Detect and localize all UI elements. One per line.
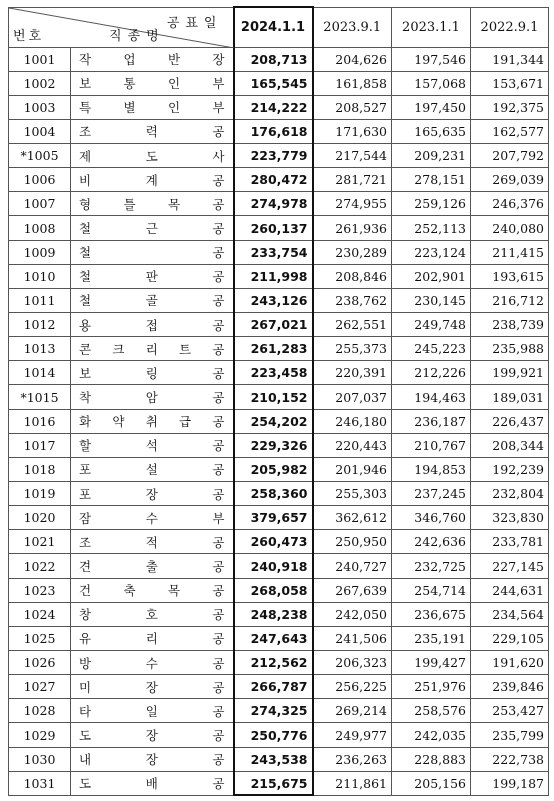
- wage-value-cell: 161,858: [313, 71, 392, 95]
- wage-value-cell: 229,105: [471, 626, 549, 650]
- wage-value-cell: 254,202: [234, 409, 313, 433]
- wage-value-cell: 193,615: [471, 264, 549, 288]
- job-name-cell: [71, 240, 234, 264]
- wage-value-cell: 250,950: [313, 530, 392, 554]
- wage-value-cell: 191,344: [471, 47, 549, 71]
- job-code-cell: 1003: [9, 95, 71, 119]
- table-row: [9, 482, 549, 506]
- wage-value-cell: 235,799: [471, 723, 549, 747]
- wage-value-cell: 260,473: [234, 530, 313, 554]
- job-name-cell: [71, 288, 234, 312]
- wage-value-cell: 216,712: [471, 288, 549, 312]
- job-name-text: 도 배 공: [79, 776, 225, 792]
- wage-value-cell: 379,657: [234, 506, 313, 530]
- wage-value-cell: 235,191: [392, 626, 471, 650]
- job-name-text: 화 약 취 급 공: [79, 414, 225, 430]
- wage-value-cell: 199,921: [471, 361, 549, 385]
- wage-value-cell: 238,762: [313, 288, 392, 312]
- table-row: [9, 264, 549, 288]
- wage-value-cell: 201,946: [313, 457, 392, 481]
- job-code-cell: 1018: [9, 457, 71, 481]
- job-code-cell: 1022: [9, 554, 71, 578]
- announce-date-label: 공표일: [166, 15, 223, 31]
- job-name-cell: [71, 530, 234, 554]
- wage-value-cell: 236,187: [392, 409, 471, 433]
- table-row: [9, 192, 549, 216]
- job-name-text: 포 설 공: [79, 462, 225, 478]
- wage-value-cell: 208,344: [471, 433, 549, 457]
- table-row: [9, 506, 549, 530]
- wage-value-cell: 268,058: [234, 578, 313, 602]
- job-name-cell: [71, 216, 234, 240]
- wage-value-cell: 267,021: [234, 313, 313, 337]
- wage-value-cell: 229,326: [234, 433, 313, 457]
- wage-value-cell: 267,639: [313, 578, 392, 602]
- job-code-cell: 1025: [9, 626, 71, 650]
- job-name-cell: [71, 95, 234, 119]
- wage-value-cell: 362,612: [313, 506, 392, 530]
- wage-value-cell: 210,152: [234, 385, 313, 409]
- table-row: [9, 626, 549, 650]
- job-name-cell: [71, 192, 234, 216]
- wage-value-cell: 346,760: [392, 506, 471, 530]
- wage-value-cell: 246,180: [313, 409, 392, 433]
- wage-value-cell: 258,576: [392, 699, 471, 723]
- job-name-cell: [71, 578, 234, 602]
- wage-value-cell: 260,137: [234, 216, 313, 240]
- wage-value-cell: 246,376: [471, 192, 549, 216]
- wage-value-cell: 171,630: [313, 119, 392, 143]
- job-name-cell: [71, 626, 234, 650]
- job-code-cell: 1024: [9, 602, 71, 626]
- wage-value-cell: 220,443: [313, 433, 392, 457]
- wage-value-cell: 250,776: [234, 723, 313, 747]
- job-code-cell: 1001: [9, 47, 71, 71]
- wage-value-cell: 278,151: [392, 168, 471, 192]
- wage-value-cell: 274,955: [313, 192, 392, 216]
- job-code-cell: 1014: [9, 361, 71, 385]
- wage-value-cell: 233,754: [234, 240, 313, 264]
- job-name-cell: [71, 337, 234, 361]
- job-code-cell: 1026: [9, 651, 71, 675]
- table-row: [9, 240, 549, 264]
- wage-value-cell: 240,080: [471, 216, 549, 240]
- job-name-text: 콘 크 리 트 공: [79, 341, 225, 357]
- table-row: [9, 288, 549, 312]
- job-name-cell: [71, 385, 234, 409]
- wage-value-cell: 202,901: [392, 264, 471, 288]
- job-name-cell: [71, 723, 234, 747]
- job-code-cell: 1012: [9, 313, 71, 337]
- job-code-cell: *1005: [9, 144, 71, 168]
- job-code-cell: 1002: [9, 71, 71, 95]
- wage-value-cell: 199,187: [471, 771, 549, 795]
- job-name-text: 건 축 목 공: [79, 583, 225, 599]
- wage-value-cell: 211,998: [234, 264, 313, 288]
- job-name-cell: [71, 771, 234, 795]
- wage-value-cell: 220,391: [313, 361, 392, 385]
- wage-value-cell: 254,714: [392, 578, 471, 602]
- wage-value-cell: 259,126: [392, 192, 471, 216]
- wage-value-cell: 204,626: [313, 47, 392, 71]
- wage-table-container: [8, 6, 548, 796]
- wage-value-cell: 242,636: [392, 530, 471, 554]
- job-name-cell: [71, 361, 234, 385]
- table-row: [9, 723, 549, 747]
- job-name-text: 포 장 공: [79, 486, 225, 502]
- table-body: [9, 47, 549, 795]
- wage-value-cell: 191,620: [471, 651, 549, 675]
- job-name-cell: [71, 457, 234, 481]
- wage-value-cell: 165,635: [392, 119, 471, 143]
- wage-value-cell: 165,545: [234, 71, 313, 95]
- job-type-label: 직종명: [109, 28, 165, 44]
- job-name-cell: [71, 699, 234, 723]
- job-name-text: 비 계 공: [79, 172, 225, 188]
- wage-value-cell: 249,977: [313, 723, 392, 747]
- wage-value-cell: 274,978: [234, 192, 313, 216]
- table-row: [9, 313, 549, 337]
- job-name-text: 잠 수 부: [79, 510, 225, 526]
- job-name-text: 작 업 반 장: [79, 52, 225, 68]
- header-row: [9, 7, 549, 47]
- wage-value-cell: 211,415: [471, 240, 549, 264]
- job-code-cell: 1031: [9, 771, 71, 795]
- wage-value-cell: 233,781: [471, 530, 549, 554]
- job-code-cell: 1010: [9, 264, 71, 288]
- job-name-cell: [71, 675, 234, 699]
- job-name-text: 조 력 공: [79, 124, 225, 140]
- wage-value-cell: 280,472: [234, 168, 313, 192]
- job-name-text: 철 골 공: [79, 293, 225, 309]
- wage-value-cell: 234,564: [471, 602, 549, 626]
- wage-value-cell: 189,031: [471, 385, 549, 409]
- wage-value-cell: 206,323: [313, 651, 392, 675]
- wage-value-cell: 247,643: [234, 626, 313, 650]
- table-row: [9, 602, 549, 626]
- job-code-cell: 1016: [9, 409, 71, 433]
- job-name-text: 도 장 공: [79, 728, 225, 743]
- job-name-text: 보 링 공: [79, 365, 225, 381]
- job-name-cell: [71, 747, 234, 771]
- job-name-cell: [71, 47, 234, 71]
- wage-value-cell: 237,245: [392, 482, 471, 506]
- wage-value-cell: 230,145: [392, 288, 471, 312]
- job-name-text: 제 도 사: [79, 148, 225, 164]
- job-name-text: 유 리 공: [79, 631, 225, 647]
- wage-value-cell: 256,225: [313, 675, 392, 699]
- job-code-cell: 1023: [9, 578, 71, 602]
- wage-value-cell: 197,546: [392, 47, 471, 71]
- wage-value-cell: 232,804: [471, 482, 549, 506]
- wage-value-cell: 192,239: [471, 457, 549, 481]
- wage-value-cell: 269,214: [313, 699, 392, 723]
- job-name-text: 할 석 공: [79, 438, 225, 454]
- job-name-text: 미 장 공: [79, 679, 225, 695]
- wage-value-cell: 205,156: [392, 771, 471, 795]
- wage-value-cell: 236,675: [392, 602, 471, 626]
- table-row: [9, 385, 549, 409]
- wage-value-cell: 227,145: [471, 554, 549, 578]
- wage-value-cell: 241,506: [313, 626, 392, 650]
- table-row: [9, 457, 549, 481]
- wage-value-cell: 214,222: [234, 95, 313, 119]
- job-name-text: 창 호 공: [79, 607, 225, 623]
- job-name-text: 조 적 공: [79, 534, 225, 550]
- wage-value-cell: 269,039: [471, 168, 549, 192]
- wage-value-cell: 243,126: [234, 288, 313, 312]
- wage-value-cell: 228,883: [392, 747, 471, 771]
- date-header-2022-9-1: 2022.9.1: [471, 7, 549, 47]
- job-code-cell: *1015: [9, 385, 71, 409]
- job-code-cell: 1028: [9, 699, 71, 723]
- job-name-text: 내 장 공: [79, 752, 225, 768]
- wage-value-cell: 235,988: [471, 337, 549, 361]
- wage-value-cell: 239,846: [471, 675, 549, 699]
- table-row: [9, 71, 549, 95]
- wage-value-cell: 210,767: [392, 433, 471, 457]
- wage-table: [8, 6, 549, 796]
- wage-value-cell: 197,450: [392, 95, 471, 119]
- table-row: [9, 675, 549, 699]
- table-row: [9, 578, 549, 602]
- wage-value-cell: 258,360: [234, 482, 313, 506]
- date-header-2023-1-1: 2023.1.1: [392, 7, 471, 47]
- wage-value-cell: 252,113: [392, 216, 471, 240]
- job-name-text: 타 일 공: [79, 703, 225, 719]
- wage-value-cell: 207,037: [313, 385, 392, 409]
- date-header-2023-9-1: 2023.9.1: [313, 7, 392, 47]
- table-row: [9, 433, 549, 457]
- job-name-text: 형 틀 목 공: [79, 196, 225, 212]
- table-row: [9, 699, 549, 723]
- wage-value-cell: 223,124: [392, 240, 471, 264]
- wage-value-cell: 236,263: [313, 747, 392, 771]
- job-name-cell: [71, 144, 234, 168]
- job-code-cell: 1007: [9, 192, 71, 216]
- wage-value-cell: 245,223: [392, 337, 471, 361]
- wage-value-cell: 157,068: [392, 71, 471, 95]
- header-corner-cell: [9, 7, 234, 47]
- table-row: [9, 361, 549, 385]
- job-code-cell: 1017: [9, 433, 71, 457]
- wage-value-cell: 240,918: [234, 554, 313, 578]
- wage-value-cell: 205,982: [234, 457, 313, 481]
- wage-value-cell: 209,231: [392, 144, 471, 168]
- job-name-cell: [71, 482, 234, 506]
- table-row: [9, 651, 549, 675]
- wage-value-cell: 223,779: [234, 144, 313, 168]
- wage-value-cell: 248,238: [234, 602, 313, 626]
- wage-value-cell: 194,463: [392, 385, 471, 409]
- table-row: [9, 747, 549, 771]
- job-name-text: 용 접 공: [79, 317, 225, 333]
- job-name-cell: [71, 119, 234, 143]
- wage-value-cell: 323,830: [471, 506, 549, 530]
- wage-value-cell: 244,631: [471, 578, 549, 602]
- job-code-cell: 1006: [9, 168, 71, 192]
- wage-value-cell: 199,427: [392, 651, 471, 675]
- job-name-text: 철 판 공: [79, 269, 225, 285]
- job-code-cell: 1029: [9, 723, 71, 747]
- wage-value-cell: 253,427: [471, 699, 549, 723]
- job-code-cell: 1027: [9, 675, 71, 699]
- job-name-text: 보 통 인 부: [79, 76, 225, 92]
- job-name-cell: [71, 409, 234, 433]
- table-row: [9, 144, 549, 168]
- wage-value-cell: 192,375: [471, 95, 549, 119]
- wage-value-cell: 208,713: [234, 47, 313, 71]
- wage-value-cell: 274,325: [234, 699, 313, 723]
- wage-value-cell: 217,544: [313, 144, 392, 168]
- wage-value-cell: 281,721: [313, 168, 392, 192]
- wage-value-cell: 262,551: [313, 313, 392, 337]
- job-name-cell: [71, 168, 234, 192]
- wage-value-cell: 153,671: [471, 71, 549, 95]
- job-name-cell: [71, 651, 234, 675]
- table-row: [9, 554, 549, 578]
- job-code-cell: 1011: [9, 288, 71, 312]
- job-name-text: 철 공: [79, 245, 225, 261]
- number-label: 번호: [13, 28, 45, 44]
- job-code-cell: 1020: [9, 506, 71, 530]
- job-name-text: 견 출 공: [79, 559, 225, 575]
- wage-value-cell: 226,437: [471, 409, 549, 433]
- job-code-cell: 1013: [9, 337, 71, 361]
- wage-value-cell: 232,725: [392, 554, 471, 578]
- wage-value-cell: 255,373: [313, 337, 392, 361]
- job-code-cell: 1009: [9, 240, 71, 264]
- job-name-cell: [71, 554, 234, 578]
- wage-value-cell: 266,787: [234, 675, 313, 699]
- wage-value-cell: 240,727: [313, 554, 392, 578]
- table-row: [9, 771, 549, 795]
- job-code-cell: 1019: [9, 482, 71, 506]
- wage-value-cell: 208,846: [313, 264, 392, 288]
- job-name-text: 철 근 공: [79, 221, 225, 237]
- table-row: [9, 216, 549, 240]
- job-name-text: 방 수 공: [79, 655, 225, 671]
- job-code-cell: 1021: [9, 530, 71, 554]
- wage-value-cell: 194,853: [392, 457, 471, 481]
- wage-value-cell: 208,527: [313, 95, 392, 119]
- wage-value-cell: 249,748: [392, 313, 471, 337]
- job-name-cell: [71, 264, 234, 288]
- wage-value-cell: 212,226: [392, 361, 471, 385]
- table-row: [9, 95, 549, 119]
- wage-value-cell: 211,861: [313, 771, 392, 795]
- job-name-cell: [71, 71, 234, 95]
- wage-value-cell: 207,792: [471, 144, 549, 168]
- wage-value-cell: 243,538: [234, 747, 313, 771]
- wage-value-cell: 222,738: [471, 747, 549, 771]
- date-header-2024-1-1: 2024.1.1: [234, 7, 313, 47]
- wage-value-cell: 238,739: [471, 313, 549, 337]
- job-name-text: 특 별 인 부: [79, 100, 225, 116]
- table-row: [9, 337, 549, 361]
- wage-value-cell: 162,577: [471, 119, 549, 143]
- job-code-cell: 1030: [9, 747, 71, 771]
- wage-value-cell: 215,675: [234, 771, 313, 795]
- job-name-cell: [71, 506, 234, 530]
- table-row: [9, 47, 549, 71]
- job-name-cell: [71, 313, 234, 337]
- table-row: [9, 168, 549, 192]
- wage-value-cell: 212,562: [234, 651, 313, 675]
- table-row: [9, 530, 549, 554]
- wage-value-cell: 242,035: [392, 723, 471, 747]
- wage-value-cell: 251,976: [392, 675, 471, 699]
- table-row: [9, 119, 549, 143]
- table-row: [9, 409, 549, 433]
- wage-value-cell: 261,936: [313, 216, 392, 240]
- wage-value-cell: 223,458: [234, 361, 313, 385]
- job-name-cell: [71, 433, 234, 457]
- wage-value-cell: 255,303: [313, 482, 392, 506]
- job-code-cell: 1004: [9, 119, 71, 143]
- wage-value-cell: 230,289: [313, 240, 392, 264]
- wage-value-cell: 176,618: [234, 119, 313, 143]
- wage-value-cell: 261,283: [234, 337, 313, 361]
- job-name-text: 착 암 공: [79, 390, 225, 406]
- job-code-cell: 1008: [9, 216, 71, 240]
- wage-value-cell: 242,050: [313, 602, 392, 626]
- job-name-cell: [71, 602, 234, 626]
